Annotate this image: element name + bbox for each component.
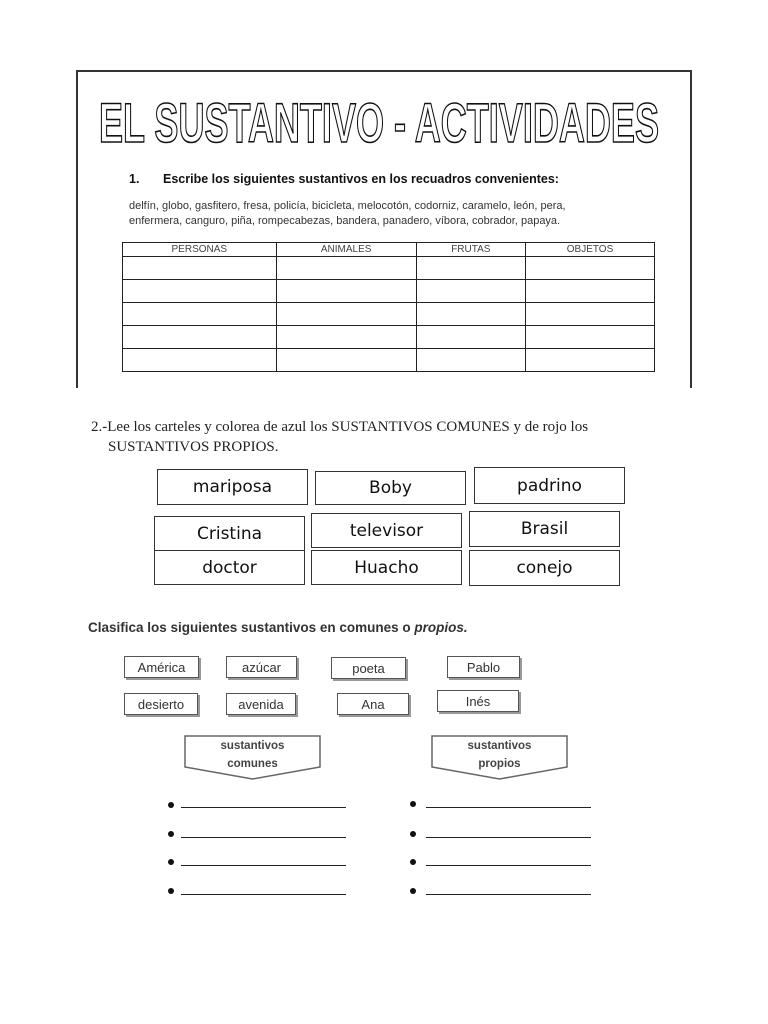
tag-comunes-line-2: comunes (227, 758, 278, 770)
table-cell[interactable] (526, 257, 655, 280)
card-mariposa[interactable]: mariposa (157, 469, 308, 505)
chip-ana[interactable]: Ana (337, 693, 409, 715)
chip-america[interactable]: América (124, 656, 199, 678)
card-doctor[interactable]: doctor (154, 550, 305, 585)
page-title (96, 84, 662, 150)
exercise-3-instruction (88, 620, 468, 635)
table-cell[interactable] (526, 280, 655, 303)
chip-poeta[interactable]: poeta (331, 657, 406, 679)
card-brasil[interactable]: Brasil (469, 511, 620, 547)
chip-azucar[interactable]: azúcar (226, 656, 297, 678)
exercise-3-instruction-text: Clasifica los siguientes sustantivos en comunes o (88, 620, 415, 635)
exercise-1-instruction-text: Escribe los siguientes sustantivos en los recuadros convenientes: (163, 172, 559, 186)
table-row (123, 303, 655, 326)
tag-propios-line-2: propios (478, 758, 521, 770)
answer-line-propios[interactable] (426, 837, 591, 838)
table-cell[interactable] (276, 303, 416, 326)
table-cell[interactable] (123, 257, 277, 280)
answer-line-propios[interactable] (426, 865, 591, 866)
table-cell[interactable] (123, 303, 277, 326)
bullet-icon (410, 888, 416, 894)
card-televisor[interactable]: televisor (311, 513, 462, 548)
bullet-icon (168, 859, 174, 865)
table-row (123, 280, 655, 303)
column-header-frutas: FRUTAS (416, 243, 525, 257)
table-cell[interactable] (526, 303, 655, 326)
table-cell[interactable] (416, 280, 525, 303)
tag-comunes-line-1: sustantivos (220, 740, 285, 752)
table-cell[interactable] (276, 349, 416, 372)
table-cell[interactable] (416, 303, 525, 326)
card-cristina[interactable]: Cristina (154, 516, 305, 551)
page-title-text: EL SUSTANTIVO - ACTIVIDADES (99, 91, 659, 150)
word-list (129, 199, 669, 229)
answer-line-comunes[interactable] (181, 865, 346, 866)
column-header-animales: ANIMALES (276, 243, 416, 257)
bullet-icon (410, 801, 416, 807)
word-list-line-2: enfermera, canguro, piña, rompecabezas, bandera, panadero, víbora, cobrador, papaya. (129, 215, 561, 227)
table-row (123, 349, 655, 372)
exercise-3-instruction-italic: propios. (414, 620, 468, 635)
answer-line-comunes[interactable] (181, 807, 346, 808)
exercise-2-instruction-line-2: SUSTANTIVOS PROPIOS. (108, 439, 279, 455)
bullet-icon (168, 831, 174, 837)
table-cell[interactable] (123, 280, 277, 303)
chip-ines[interactable]: Inés (437, 690, 519, 712)
tag-propios-line-1: sustantivos (467, 740, 532, 752)
table-cell[interactable] (276, 326, 416, 349)
card-huacho[interactable]: Huacho (311, 550, 462, 585)
chip-desierto[interactable]: desierto (124, 693, 198, 715)
exercise-1-instruction (129, 172, 559, 186)
bullet-icon (168, 888, 174, 894)
table-cell[interactable] (416, 349, 525, 372)
chip-pablo[interactable]: Pablo (447, 656, 520, 678)
table-row (123, 326, 655, 349)
bullet-icon (168, 802, 174, 808)
table-cell[interactable] (416, 257, 525, 280)
bullet-icon (410, 859, 416, 865)
exercise-2-instruction (91, 417, 671, 457)
answer-line-comunes[interactable] (181, 894, 346, 895)
word-list-line-1: delfín, globo, gasfitero, fresa, policía, bicicleta, melocotón, codorniz, caramelo, león, pera, (129, 200, 566, 212)
classification-table (122, 242, 655, 372)
bullet-icon (410, 831, 416, 837)
tag-sustantivos-comunes (181, 735, 324, 781)
answer-line-comunes[interactable] (181, 837, 346, 838)
table-cell[interactable] (123, 326, 277, 349)
card-boby[interactable]: Boby (315, 471, 466, 505)
card-padrino[interactable]: padrino (474, 467, 625, 504)
exercise-1-number: 1. (129, 172, 140, 186)
table-cell[interactable] (276, 280, 416, 303)
column-header-objetos: OBJETOS (526, 243, 655, 257)
answer-line-propios[interactable] (426, 807, 591, 808)
column-header-personas: PERSONAS (123, 243, 277, 257)
chip-avenida[interactable]: avenida (226, 693, 296, 715)
table-cell[interactable] (123, 349, 277, 372)
table-cell[interactable] (526, 326, 655, 349)
answer-line-propios[interactable] (426, 894, 591, 895)
table-cell[interactable] (416, 326, 525, 349)
table-cell[interactable] (526, 349, 655, 372)
table-cell[interactable] (276, 257, 416, 280)
card-conejo[interactable]: conejo (469, 550, 620, 586)
exercise-2-instruction-line-1: 2.-Lee los carteles y colorea de azul los SUSTANTIVOS COMUNES y de rojo los (91, 419, 589, 435)
tag-sustantivos-propios (428, 735, 571, 781)
table-row (123, 257, 655, 280)
